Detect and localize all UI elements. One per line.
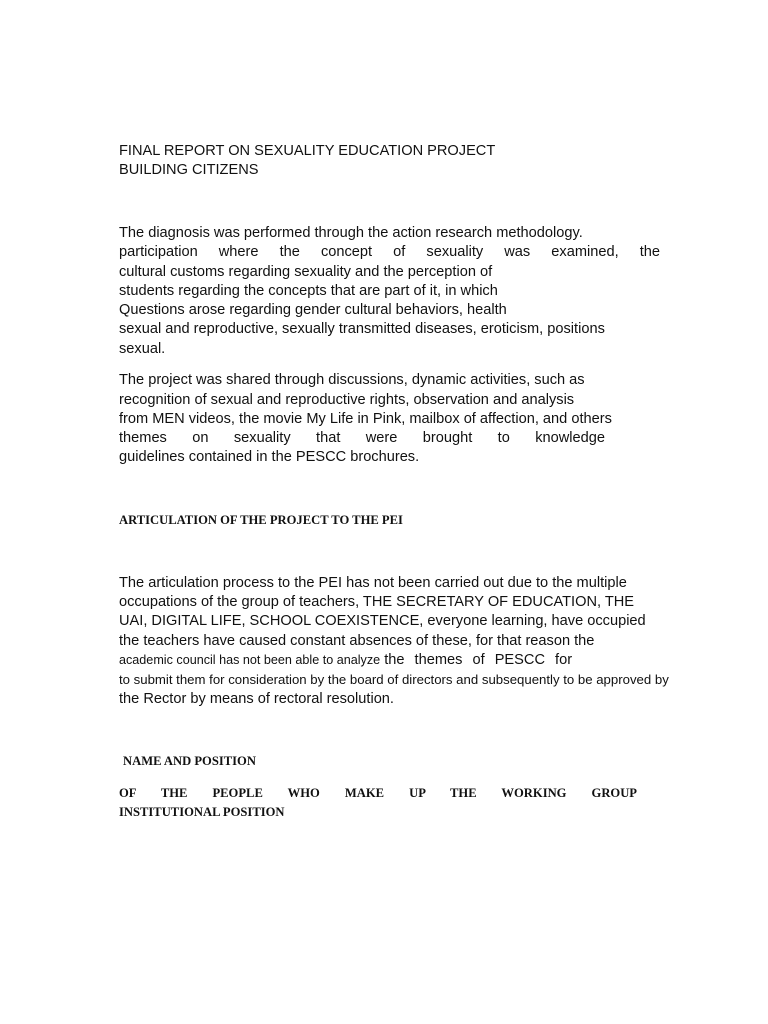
paragraph-line: sexual and reproductive, sexually transmitted diseases, eroticism, positions [119,321,605,337]
paragraph-line-rest: the themes of PESCC for [384,652,573,668]
paragraph-line: occupations of the group of teachers, THE SECRETARY OF EDUCATION, THE [119,594,635,610]
paragraph-line: The project was shared through discussions, dynamic activities, such as [119,372,585,388]
section-heading: OF THE PEOPLE WHO MAKE UP THE WORKING GROUP [119,786,637,800]
paragraph-line: sexual. [119,341,166,357]
paragraph-line [119,651,572,670]
paragraph-line: The articulation process to the PEI has not been carried out due to the multiple [119,575,627,591]
document-subtitle: BUILDING CITIZENS [119,162,259,178]
paragraph-line: recognition of sexual and reproductive rights, observation and analysis [119,392,575,408]
document-title: FINAL REPORT ON SEXUALITY EDUCATION PROJECT [119,143,496,159]
paragraph-line-small-part: academic council has not been able to analyze [119,653,381,667]
section-heading: INSTITUTIONAL POSITION [119,805,285,819]
paragraph-line: participation where the concept of sexuality was examined, the [119,244,660,260]
section-heading: NAME AND POSITION [123,754,256,768]
paragraph-line: Questions arose regarding gender cultural behaviors, health [119,302,507,318]
paragraph-line: to submit them for consideration by the board of directors and subsequently to be approved by [119,672,669,687]
paragraph-line: themes on sexuality that were brought to knowledge [119,430,605,446]
paragraph-line: the teachers have caused constant absences of these, for that reason the [119,633,595,649]
paragraph-line: cultural customs regarding sexuality and the perception of [119,264,493,280]
paragraph-line: the Rector by means of rectoral resolution. [119,691,394,707]
paragraph-line: students regarding the concepts that are part of it, in which [119,283,498,299]
paragraph-line: guidelines contained in the PESCC brochures. [119,449,420,465]
paragraph-line: from MEN videos, the movie My Life in Pink, mailbox of affection, and others [119,411,612,427]
paragraph-line: UAI, DIGITAL LIFE, SCHOOL COEXISTENCE, everyone learning, have occupied [119,613,646,629]
section-heading: ARTICULATION OF THE PROJECT TO THE PEI [119,513,403,527]
paragraph-line: The diagnosis was performed through the action research methodology. [119,225,583,241]
